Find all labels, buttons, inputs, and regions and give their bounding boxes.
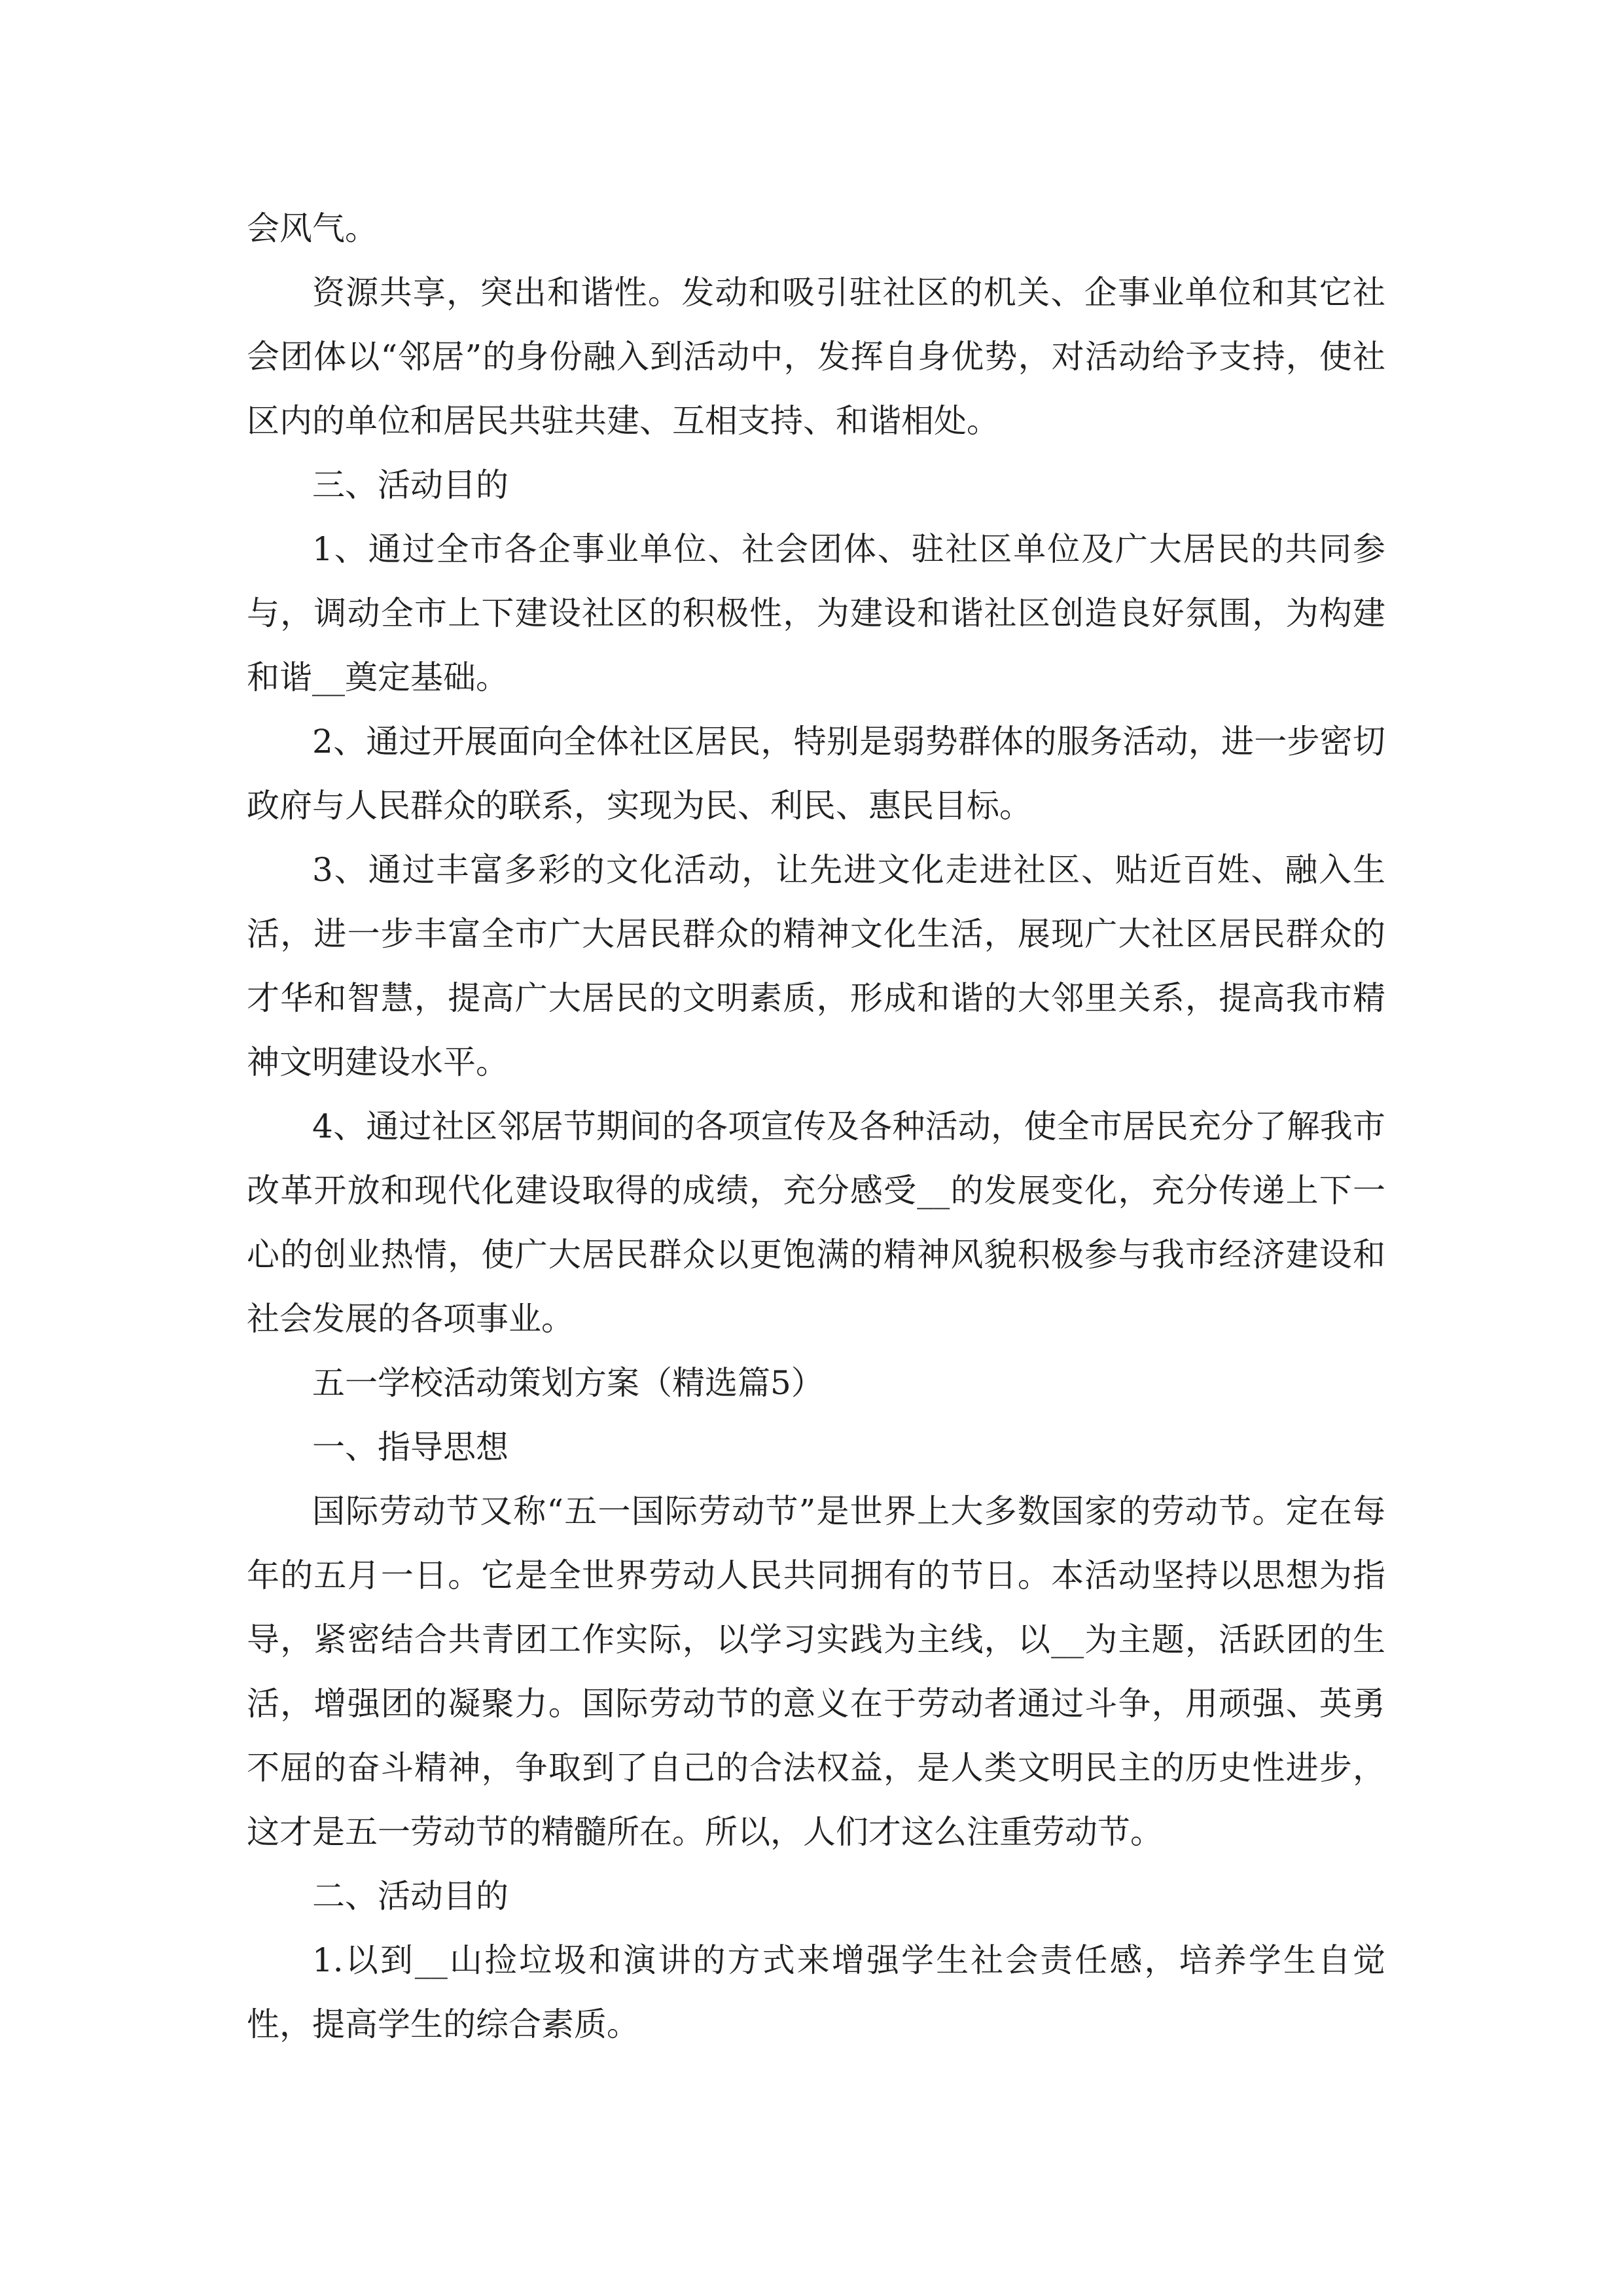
paragraph-social-atmosphere: 会风气。 xyxy=(247,209,378,247)
document-body xyxy=(247,196,1385,2056)
list-item-purpose-2: 2、通过开展面向全体社区居民，特别是弱势群体的服务活动，进一步密切政府与人民群众的联系，实现为民、利民、惠民目标。 xyxy=(247,723,1385,825)
heading-activity-purpose: 三、活动目的 xyxy=(312,466,508,504)
list-item-purpose-1: 1、通过全市各企事业单位、社会团体、驻社区单位及广大居民的共同参与，调动全市上下建设社区的积极性，为建设和谐社区创造良好氛围，为构建和谐__奠定基础。 xyxy=(247,530,1385,696)
paragraph-resource-sharing: 资源共享，突出和谐性。发动和吸引驻社区的机关、企事业单位和其它社会团体以“邻居”的身份融入到活动中，发挥自身优势，对活动给予支持，使社区内的单位和居民共驻共建、互相支持、和谐相处。 xyxy=(247,274,1385,440)
heading-activity-purpose-2: 二、活动目的 xyxy=(312,1877,508,1915)
list-item-purpose-school-1: 1.以到__山捡垃圾和演讲的方式来增强学生社会责任感，培养学生自觉性，提高学生的综合素质。 xyxy=(247,1941,1385,2043)
paragraph-labor-day: 国际劳动节又称“五一国际劳动节”是世界上大多数国家的劳动节。定在每年的五月一日。它是全世界劳动人民共同拥有的节日。本活动坚持以思想为指导，紧密结合共青团工作实际，以学习实践为主线，以__为主题，活跃团的生活，增强团的凝聚力。国际劳动节的意义在于劳动者通过斗争，用顽强、英勇不屈的奋斗精神，争取到了自己的合法权益，是人类文明民主的历史性进步，这才是五一劳动节的精髓所在。所以，人们才这么注重劳动节。 xyxy=(247,1492,1385,1851)
section-title-selected-5: 五一学校活动策划方案（精选篇5） xyxy=(312,1364,824,1402)
heading-guiding-ideology: 一、指导思想 xyxy=(312,1428,508,1466)
list-item-purpose-4: 4、通过社区邻居节期间的各项宣传及各种活动，使全市居民充分了解我市改革开放和现代化建设取得的成绩，充分感受__的发展变化，充分传递上下一心的创业热情，使广大居民群众以更饱满的精神风貌积极参与我市经济建设和社会发展的各项事业。 xyxy=(247,1107,1385,1338)
list-item-purpose-3: 3、通过丰富多彩的文化活动，让先进文化走进社区、贴近百姓、融入生活，进一步丰富全市广大居民群众的精神文化生活，展现广大社区居民群众的才华和智慧，提高广大居民的文明素质，形成和谐的大邻里关系，提高我市精神文明建设水平。 xyxy=(247,851,1385,1081)
